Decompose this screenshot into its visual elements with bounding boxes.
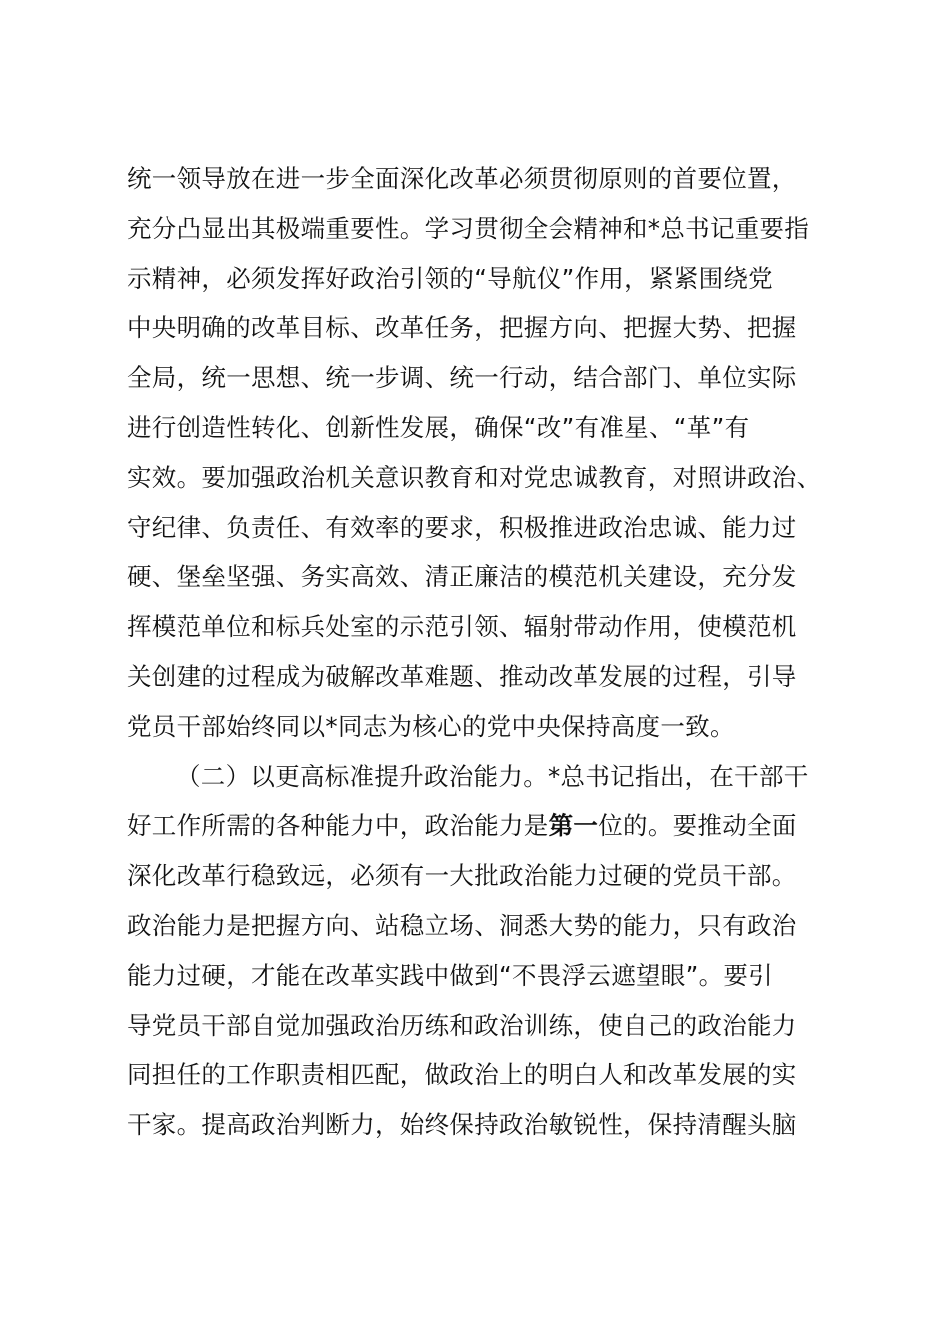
section-heading-line: （二）以更高标准提升政治能力。*总书记指出，在干部干 (176, 761, 809, 791)
text-line: 政治能力是把握方向、站稳立场、洞悉大势的能力，只有政治 (127, 910, 797, 940)
text-line: 同担任的工作职责相匹配，做政治上的明白人和改革发展的实 (127, 1060, 797, 1090)
text-line: 示精神，必须发挥好政治引领的“导航仪”作用，紧紧围绕党 (127, 263, 773, 293)
text-line: 统一领导放在进一步全面深化改革必须贯彻原则的首要位置， (127, 164, 797, 193)
text-segment: 好工作所需的各种能力中，政治能力是 (127, 811, 549, 841)
bold-text: 第一 (548, 811, 599, 841)
text-line: 能力过硬，才能在改革实践中做到“不畏浮云遮望眼”。要引 (127, 960, 773, 990)
text-line: 关创建的过程成为破解改革难题、推动改革发展的过程，引导 (127, 661, 797, 691)
body-text (127, 154, 847, 1150)
text-line: 深化改革行稳致远，必须有一大批政治能力过硬的党员干部。 (127, 861, 797, 891)
text-line: 党员干部始终同以*同志为核心的党中央保持高度一致。 (127, 711, 735, 741)
text-line (127, 801, 847, 851)
text-line: 硬、堡垒坚强、务实高效、清正廉洁的模范机关建设，充分发 (127, 562, 797, 592)
text-line: 导党员干部自觉加强政治历练和政治训练，使自己的政治能力 (127, 1010, 797, 1040)
text-line: 干家。提高政治判断力，始终保持政治敏锐性，保持清醒头脑 (127, 1110, 797, 1140)
text-line: 守纪律、负责任、有效率的要求，积极推进政治忠诚、能力过 (127, 512, 797, 542)
text-line: 进行创造性转化、创新性发展，确保“改”有准星、“革”有 (127, 412, 750, 442)
text-line: 全局，统一思想、统一步调、统一行动，结合部门、单位实际 (127, 363, 797, 393)
text-segment: 位的。要推动全面 (598, 811, 797, 841)
text-line: 实效。要加强政治机关意识教育和对党忠诚教育，对照讲政治、 (127, 462, 822, 492)
text-line: 挥模范单位和标兵处室的示范引领、辐射带动作用，使模范机 (127, 612, 797, 642)
text-line: 中央明确的改革目标、改革任务，把握方向、把握大势、把握 (127, 313, 797, 343)
text-line: 充分凸显出其极端重要性。学习贯彻全会精神和*总书记重要指 (127, 213, 810, 243)
